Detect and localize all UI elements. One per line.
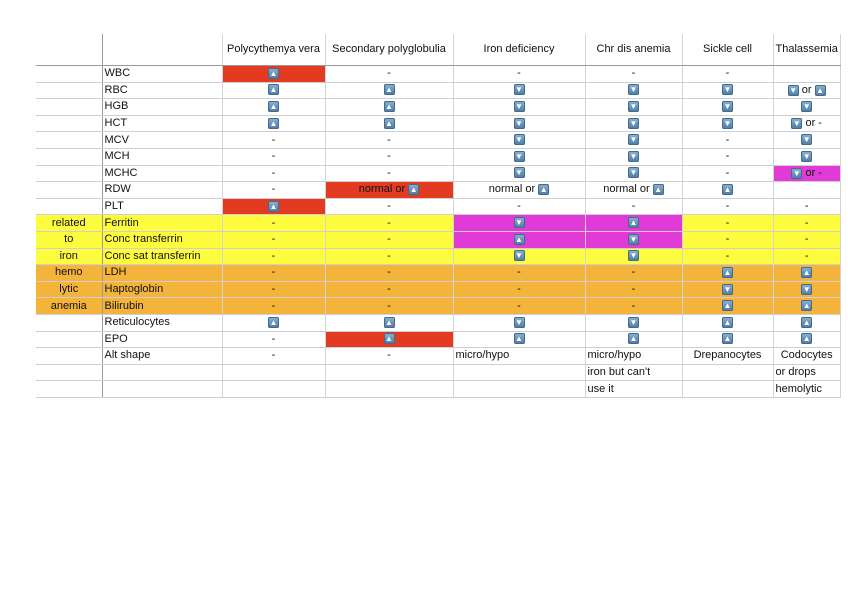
arrow-down-icon: ▼ [515,251,523,261]
cell-chr-dis-anemia [585,182,682,199]
cell-secondary-polyglobulia [325,182,453,199]
cell-sickle-cell [682,281,773,298]
arrow-up-icon: ▲ [385,118,393,128]
arrow-up-icon: ▲ [269,85,278,95]
cell-iron-deficiency: - [453,298,585,315]
cell-thalassemia [773,99,840,116]
comparison-table [36,34,841,398]
arrow-up-icon: ▲ [409,185,418,195]
cell-secondary-polyglobulia [325,331,453,348]
cell-chr-dis-anemia [585,248,682,265]
arrow-up-icon: ▲ [385,317,393,327]
cell-sickle-cell [682,265,773,282]
cell-sickle-cell [682,182,773,199]
arrow-up-icon: ▲ [723,185,732,195]
cell-polycythemya-vera: - [222,331,325,348]
parameter-name: MCHC [102,165,222,182]
arrow-down-icon: ▼ [515,317,523,327]
table-row [36,381,840,398]
arrow-down-icon: ▼ [629,135,638,145]
cell-iron-deficiency: - [453,66,585,83]
cell-chr-dis-anemia [585,215,682,232]
cell-polycythemya-vera: - [222,281,325,298]
cell-secondary-polyglobulia [325,115,453,132]
group-label [36,148,102,165]
cell-sickle-cell: Drepanocytes [682,348,773,365]
cell-iron-deficiency [453,314,585,331]
cell-chr-dis-anemia: use it [585,381,682,398]
cell-chr-dis-anemia [585,115,682,132]
table-row [36,82,840,99]
cell-text: or - [802,166,822,179]
cell-text: or - [802,116,822,129]
arrow-down-icon: ▼ [629,317,638,327]
table-row [36,66,840,83]
cell-sickle-cell: - [682,165,773,182]
cell-secondary-polyglobulia: - [325,132,453,149]
cell-iron-deficiency: - [453,281,585,298]
cell-thalassemia: hemolytic [773,381,840,398]
table-row [36,331,840,348]
cell-secondary-polyglobulia: - [325,215,453,232]
arrow-down-icon: ▼ [802,102,811,112]
cell-text: normal or [603,183,653,196]
cell-secondary-polyglobulia [325,364,453,381]
arrow-down-icon: ▼ [723,102,732,112]
cell-thalassemia: Codocytes [773,348,840,365]
cell-chr-dis-anemia: - [585,66,682,83]
cell-thalassemia [773,331,840,348]
cell-polycythemya-vera: - [222,248,325,265]
arrow-up-icon: ▲ [269,102,278,112]
cell-polycythemya-vera: - [222,132,325,149]
group-label [36,381,102,398]
cell-thalassemia [773,265,840,282]
arrow-up-icon: ▲ [385,334,393,344]
cell-sickle-cell [682,331,773,348]
header-thalassemia: Thalassemia [773,34,840,66]
group-label: to [36,231,102,248]
cell-iron-deficiency [453,82,585,99]
arrow-down-icon: ▼ [515,85,523,95]
cell-thalassemia [773,165,840,182]
cell-thalassemia [773,281,840,298]
cell-secondary-polyglobulia: - [325,248,453,265]
cell-iron-deficiency [453,148,585,165]
cell-iron-deficiency [453,248,585,265]
arrow-up-icon: ▲ [385,102,393,112]
cell-thalassemia [773,115,840,132]
parameter-name [102,364,222,381]
header-row [36,34,840,66]
cell-polycythemya-vera: - [222,298,325,315]
cell-iron-deficiency [453,99,585,116]
cell-chr-dis-anemia: micro/hypo [585,348,682,365]
cell-sickle-cell: - [682,132,773,149]
header-iron-deficiency: Iron deficiency [453,34,585,66]
cell-polycythemya-vera [222,364,325,381]
cell-chr-dis-anemia [585,99,682,116]
group-label [36,348,102,365]
cell-polycythemya-vera [222,82,325,99]
arrow-up-icon: ▲ [816,85,825,95]
cell-sickle-cell [682,298,773,315]
parameter-name: MCV [102,132,222,149]
arrow-down-icon: ▼ [629,85,638,95]
arrow-down-icon: ▼ [515,118,523,128]
parameter-name: HGB [102,99,222,116]
cell-polycythemya-vera: - [222,265,325,282]
table-row [36,182,840,199]
table-row [36,265,840,282]
cell-sickle-cell [682,314,773,331]
cell-secondary-polyglobulia: - [325,281,453,298]
cell-chr-dis-anemia [585,231,682,248]
cell-polycythemya-vera: - [222,348,325,365]
parameter-name: Reticulocytes [102,314,222,331]
cell-sickle-cell: - [682,198,773,215]
group-label [36,99,102,116]
group-label [36,132,102,149]
group-label: related [36,215,102,232]
cell-secondary-polyglobulia: - [325,165,453,182]
cell-sickle-cell [682,99,773,116]
cell-iron-deficiency: - [453,198,585,215]
table-row [36,281,840,298]
cell-secondary-polyglobulia: - [325,66,453,83]
cell-chr-dis-anemia [585,331,682,348]
arrow-up-icon: ▲ [802,301,811,311]
table-row [36,314,840,331]
parameter-name: RDW [102,182,222,199]
cell-chr-dis-anemia [585,132,682,149]
cell-secondary-polyglobulia: - [325,231,453,248]
cell-secondary-polyglobulia: - [325,265,453,282]
arrow-down-icon: ▼ [629,251,638,261]
cell-secondary-polyglobulia [325,314,453,331]
group-label [36,182,102,199]
cell-sickle-cell [682,381,773,398]
table-row [36,248,840,265]
cell-text: normal or [488,183,539,196]
arrow-up-icon: ▲ [723,301,732,311]
arrow-up-icon: ▲ [723,334,732,344]
header-group-label [36,34,102,66]
group-label: lytic [36,281,102,298]
cell-chr-dis-anemia [585,82,682,99]
group-label [36,331,102,348]
arrow-up-icon: ▲ [723,268,732,278]
parameter-name: MCH [102,148,222,165]
arrow-down-icon: ▼ [629,168,638,178]
group-label [36,198,102,215]
parameter-name: PLT [102,198,222,215]
cell-thalassemia [773,132,840,149]
cell-secondary-polyglobulia: - [325,198,453,215]
arrow-down-icon: ▼ [792,168,801,178]
table-row [36,348,840,365]
cell-chr-dis-anemia: iron but can't [585,364,682,381]
table-row [36,132,840,149]
cell-thalassemia: - [773,198,840,215]
arrow-down-icon: ▼ [629,234,638,244]
cell-iron-deficiency [453,165,585,182]
cell-polycythemya-vera: - [222,231,325,248]
cell-thalassemia: - [773,231,840,248]
cell-secondary-polyglobulia: - [325,298,453,315]
table-row [36,148,840,165]
group-label: hemo [36,265,102,282]
parameter-name: Haptoglobin [102,281,222,298]
cell-sickle-cell: - [682,215,773,232]
cell-polycythemya-vera [222,381,325,398]
cell-iron-deficiency [453,364,585,381]
arrow-down-icon: ▼ [515,135,523,145]
cell-thalassemia [773,182,840,199]
parameter-name: Bilirubin [102,298,222,315]
parameter-name: Ferritin [102,215,222,232]
arrow-down-icon: ▼ [515,102,523,112]
arrow-down-icon: ▼ [629,118,638,128]
cell-polycythemya-vera: - [222,215,325,232]
cell-secondary-polyglobulia: - [325,148,453,165]
cell-chr-dis-anemia: - [585,265,682,282]
table-row [36,99,840,116]
arrow-up-icon: ▲ [629,334,638,344]
cell-thalassemia: - [773,248,840,265]
arrow-up-icon: ▲ [802,334,811,344]
header-chr-dis-anemia: Chr dis anemia [585,34,682,66]
table-row [36,215,840,232]
cell-polycythemya-vera: - [222,148,325,165]
cell-sickle-cell [682,364,773,381]
cell-iron-deficiency [453,132,585,149]
parameter-name: HCT [102,115,222,132]
cell-secondary-polyglobulia [325,82,453,99]
table-row [36,198,840,215]
cell-chr-dis-anemia [585,148,682,165]
cell-thalassemia [773,314,840,331]
arrow-down-icon: ▼ [629,151,638,161]
header-polycythemya-vera: Polycythemya vera [222,34,325,66]
cell-thalassemia [773,66,840,83]
arrow-up-icon: ▲ [385,85,393,95]
table-row [36,165,840,182]
cell-polycythemya-vera [222,314,325,331]
group-label [36,314,102,331]
arrow-down-icon: ▼ [515,218,523,228]
parameter-name: RBC [102,82,222,99]
arrow-up-icon: ▲ [269,68,278,78]
arrow-up-icon: ▲ [654,185,663,195]
cell-polycythemya-vera [222,99,325,116]
cell-secondary-polyglobulia [325,381,453,398]
arrow-down-icon: ▼ [515,151,523,161]
arrow-down-icon: ▼ [802,135,811,145]
table-row [36,298,840,315]
cell-sickle-cell: - [682,66,773,83]
cell-thalassemia [773,298,840,315]
arrow-up-icon: ▲ [723,317,732,327]
cell-thalassemia: - [773,215,840,232]
cell-iron-deficiency [453,182,585,199]
arrow-down-icon: ▼ [792,118,801,128]
parameter-name: EPO [102,331,222,348]
cell-iron-deficiency [453,215,585,232]
cell-chr-dis-anemia [585,165,682,182]
cell-iron-deficiency: - [453,265,585,282]
arrow-down-icon: ▼ [515,168,523,178]
arrow-up-icon: ▲ [515,334,523,344]
arrow-down-icon: ▼ [789,85,798,95]
cell-iron-deficiency [453,231,585,248]
cell-sickle-cell: - [682,231,773,248]
cell-secondary-polyglobulia [325,99,453,116]
cell-polycythemya-vera: - [222,165,325,182]
cell-chr-dis-anemia: - [585,281,682,298]
group-label [36,364,102,381]
cell-chr-dis-anemia [585,314,682,331]
arrow-up-icon: ▲ [269,201,278,211]
group-label [36,165,102,182]
cell-polycythemya-vera [222,66,325,83]
arrow-down-icon: ▼ [723,85,732,95]
cell-secondary-polyglobulia: - [325,348,453,365]
parameter-name: WBC [102,66,222,83]
parameter-name: LDH [102,265,222,282]
cell-sickle-cell [682,82,773,99]
arrow-up-icon: ▲ [802,268,811,278]
cell-iron-deficiency [453,115,585,132]
arrow-up-icon: ▲ [269,118,278,128]
group-label [36,82,102,99]
cell-text: normal or [358,183,409,196]
cell-polycythemya-vera [222,198,325,215]
arrow-up-icon: ▲ [629,218,638,228]
table-row [36,115,840,132]
parameter-name: Alt shape [102,348,222,365]
arrow-up-icon: ▲ [269,317,278,327]
cell-iron-deficiency [453,331,585,348]
group-label [36,66,102,83]
cell-chr-dis-anemia: - [585,198,682,215]
parameter-name: Conc transferrin [102,231,222,248]
cell-sickle-cell: - [682,148,773,165]
header-secondary-polyglobulia: Secondary polyglobulia [325,34,453,66]
header-parameter-name [102,34,222,66]
arrow-up-icon: ▲ [539,185,548,195]
cell-chr-dis-anemia: - [585,298,682,315]
cell-text: or [798,83,815,96]
arrow-down-icon: ▼ [723,284,732,294]
arrow-down-icon: ▼ [802,284,811,294]
cell-sickle-cell [682,115,773,132]
group-label: anemia [36,298,102,315]
table-row [36,364,840,381]
arrow-up-icon: ▲ [802,317,811,327]
group-label: iron [36,248,102,265]
table-row [36,231,840,248]
cell-sickle-cell: - [682,248,773,265]
arrow-down-icon: ▼ [723,118,732,128]
arrow-down-icon: ▼ [629,102,638,112]
cell-thalassemia: or drops [773,364,840,381]
cell-iron-deficiency [453,381,585,398]
arrow-down-icon: ▼ [802,151,811,161]
parameter-name [102,381,222,398]
parameter-name: Conc sat transferrin [102,248,222,265]
group-label [36,115,102,132]
arrow-up-icon: ▲ [515,234,523,244]
cell-polycythemya-vera: - [222,182,325,199]
cell-thalassemia [773,148,840,165]
cell-thalassemia [773,82,840,99]
cell-iron-deficiency: micro/hypo [453,348,585,365]
header-sickle-cell: Sickle cell [682,34,773,66]
cell-polycythemya-vera [222,115,325,132]
